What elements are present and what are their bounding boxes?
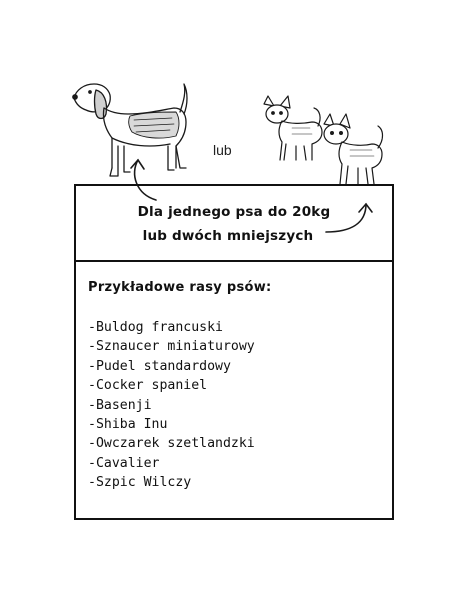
headline-line-2: lub dwóch mniejszych [142, 228, 314, 244]
list-item: -Szpic Wilczy [88, 475, 192, 491]
chihuahua-icon [264, 96, 322, 160]
headline-line-1: Dla jednego psa do 20kg [137, 204, 331, 220]
list-item: -Cavalier [88, 455, 160, 471]
breeds-title: Przykładowe rasy psów: [88, 280, 272, 295]
list-item: -Shiba Inu [88, 417, 168, 433]
breed-list [88, 318, 255, 493]
list-item: -Basenji [88, 397, 152, 413]
card-header [76, 186, 392, 262]
chihuahua-icon [324, 114, 383, 184]
info-card [74, 184, 394, 520]
list-item: -Cocker spaniel [88, 378, 208, 394]
connector-text: lub [213, 142, 232, 158]
list-item: -Owczarek szetlandzki [88, 436, 255, 452]
list-item: -Buldog francuski [88, 320, 223, 335]
list-item: -Sznaucer miniaturowy [88, 339, 255, 355]
beagle-icon [73, 84, 187, 176]
list-item: -Pudel standardowy [88, 358, 231, 374]
